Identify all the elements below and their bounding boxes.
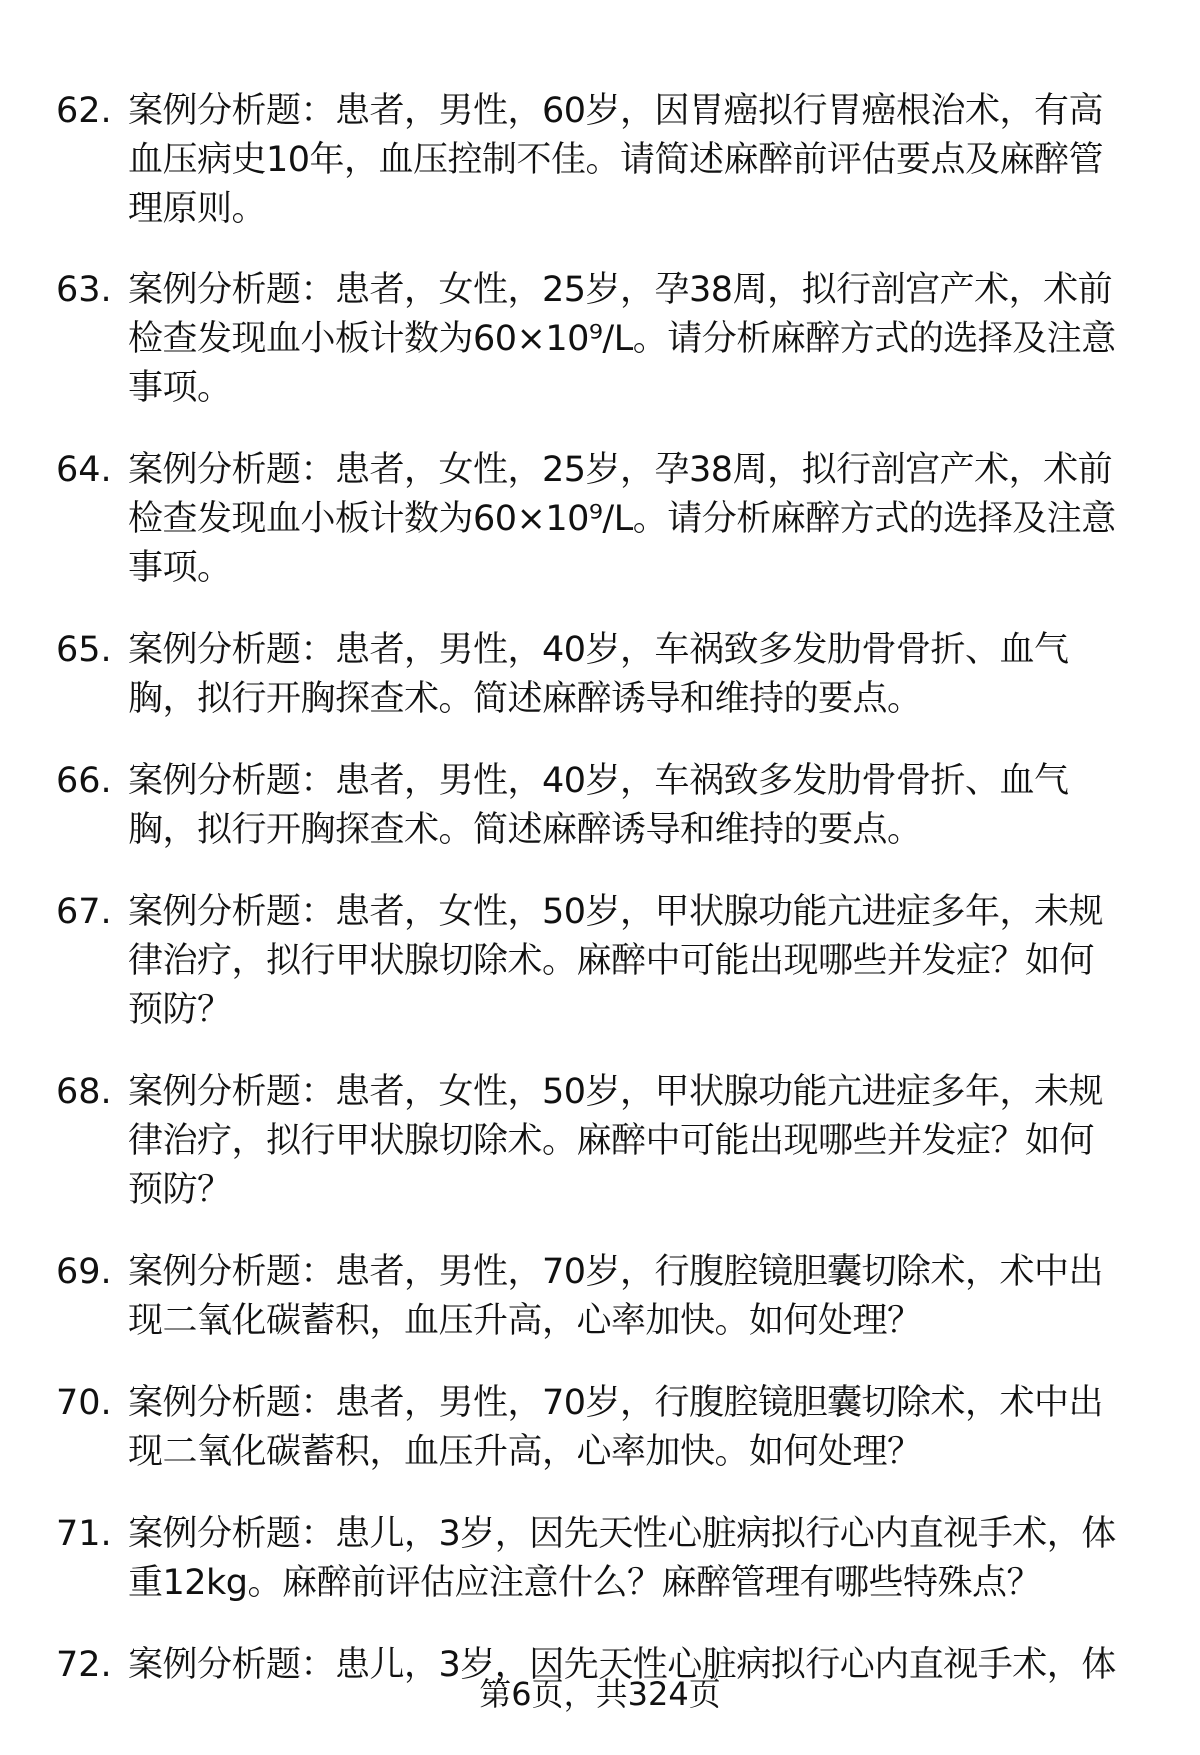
question-text-line: 胸，拟行开胸探查术。简述麻醉诱导和维持的要点。	[128, 679, 922, 719]
question-text-line: 案例分析题：患者，男性，70岁，行腹腔镜胆囊切除术，术中出	[128, 1383, 1104, 1423]
question-text-line: 检查发现血小板计数为60×10⁹/L。请分析麻醉方式的选择及注意	[128, 319, 1116, 359]
question-text-line: 律治疗，拟行甲状腺切除术。麻醉中可能出现哪些并发症？如何	[128, 941, 1095, 981]
question-text-line: 事项。	[128, 548, 232, 588]
question-text-line: 胸，拟行开胸探查术。简述麻醉诱导和维持的要点。	[128, 810, 922, 850]
question-text	[128, 626, 1188, 724]
question-number: 70.	[56, 1383, 112, 1423]
question-text-line: 案例分析题：患者，男性，40岁，车祸致多发肋骨骨折、血气	[128, 630, 1069, 670]
question-text-line: 理原则。	[128, 189, 267, 229]
question-text-line: 预防？	[128, 1170, 232, 1210]
question-text-line: 案例分析题：患者，男性，40岁，车祸致多发肋骨骨折、血气	[128, 761, 1069, 801]
question-text	[128, 266, 1188, 413]
question-text-line: 事项。	[128, 368, 232, 408]
question-text	[128, 888, 1188, 1035]
question-text-line: 案例分析题：患儿，3岁，因先天性心脏病拟行心内直视手术，体	[128, 1514, 1116, 1554]
question-number: 65.	[56, 630, 112, 670]
question-number: 68.	[56, 1072, 112, 1112]
question-text-line: 案例分析题：患者，女性，50岁，甲状腺功能亢进症多年，未规	[128, 1072, 1104, 1112]
question-text-line: 律治疗，拟行甲状腺切除术。麻醉中可能出现哪些并发症？如何	[128, 1121, 1095, 1161]
question-text-line: 现二氧化碳蓄积，血压升高，心率加快。如何处理？	[128, 1301, 922, 1341]
page-number: 第6页，共324页	[479, 1675, 721, 1713]
question-text-line: 检查发现血小板计数为60×10⁹/L。请分析麻醉方式的选择及注意	[128, 499, 1116, 539]
question-text-line: 血压病史10年，血压控制不佳。请简述麻醉前评估要点及麻醉管	[128, 140, 1104, 180]
question-text	[128, 1510, 1188, 1608]
question-text-line: 预防？	[128, 990, 232, 1030]
question-number: 66.	[56, 761, 112, 801]
question-text-line: 案例分析题：患儿，3岁，因先天性心脏病拟行心内直视手术，体	[128, 1645, 1116, 1685]
question-text-line: 案例分析题：患者，男性，70岁，行腹腔镜胆囊切除术，术中出	[128, 1252, 1104, 1292]
question-text	[128, 1068, 1188, 1215]
question-number: 63.	[56, 270, 112, 310]
question-text	[128, 1248, 1188, 1346]
question-text-line: 现二氧化碳蓄积，血压升高，心率加快。如何处理？	[128, 1432, 922, 1472]
question-text-line: 案例分析题：患者，男性，60岁，因胃癌拟行胃癌根治术，有高	[128, 91, 1104, 131]
question-text	[128, 1379, 1188, 1477]
question-text	[128, 87, 1188, 234]
question-number: 71.	[56, 1514, 112, 1554]
question-number: 62.	[56, 91, 112, 131]
question-number: 67.	[56, 892, 112, 932]
question-number: 64.	[56, 450, 112, 490]
question-text-line: 重12kg。麻醉前评估应注意什么？麻醉管理有哪些特殊点？	[128, 1563, 1042, 1603]
question-text-line: 案例分析题：患者，女性，25岁，孕38周，拟行剖宫产术，术前	[128, 450, 1113, 490]
question-text	[128, 446, 1188, 593]
question-number: 69.	[56, 1252, 112, 1292]
question-number: 72.	[56, 1645, 112, 1685]
question-text-line: 案例分析题：患者，女性，50岁，甲状腺功能亢进症多年，未规	[128, 892, 1104, 932]
question-text	[128, 757, 1188, 855]
question-text-line: 案例分析题：患者，女性，25岁，孕38周，拟行剖宫产术，术前	[128, 270, 1113, 310]
